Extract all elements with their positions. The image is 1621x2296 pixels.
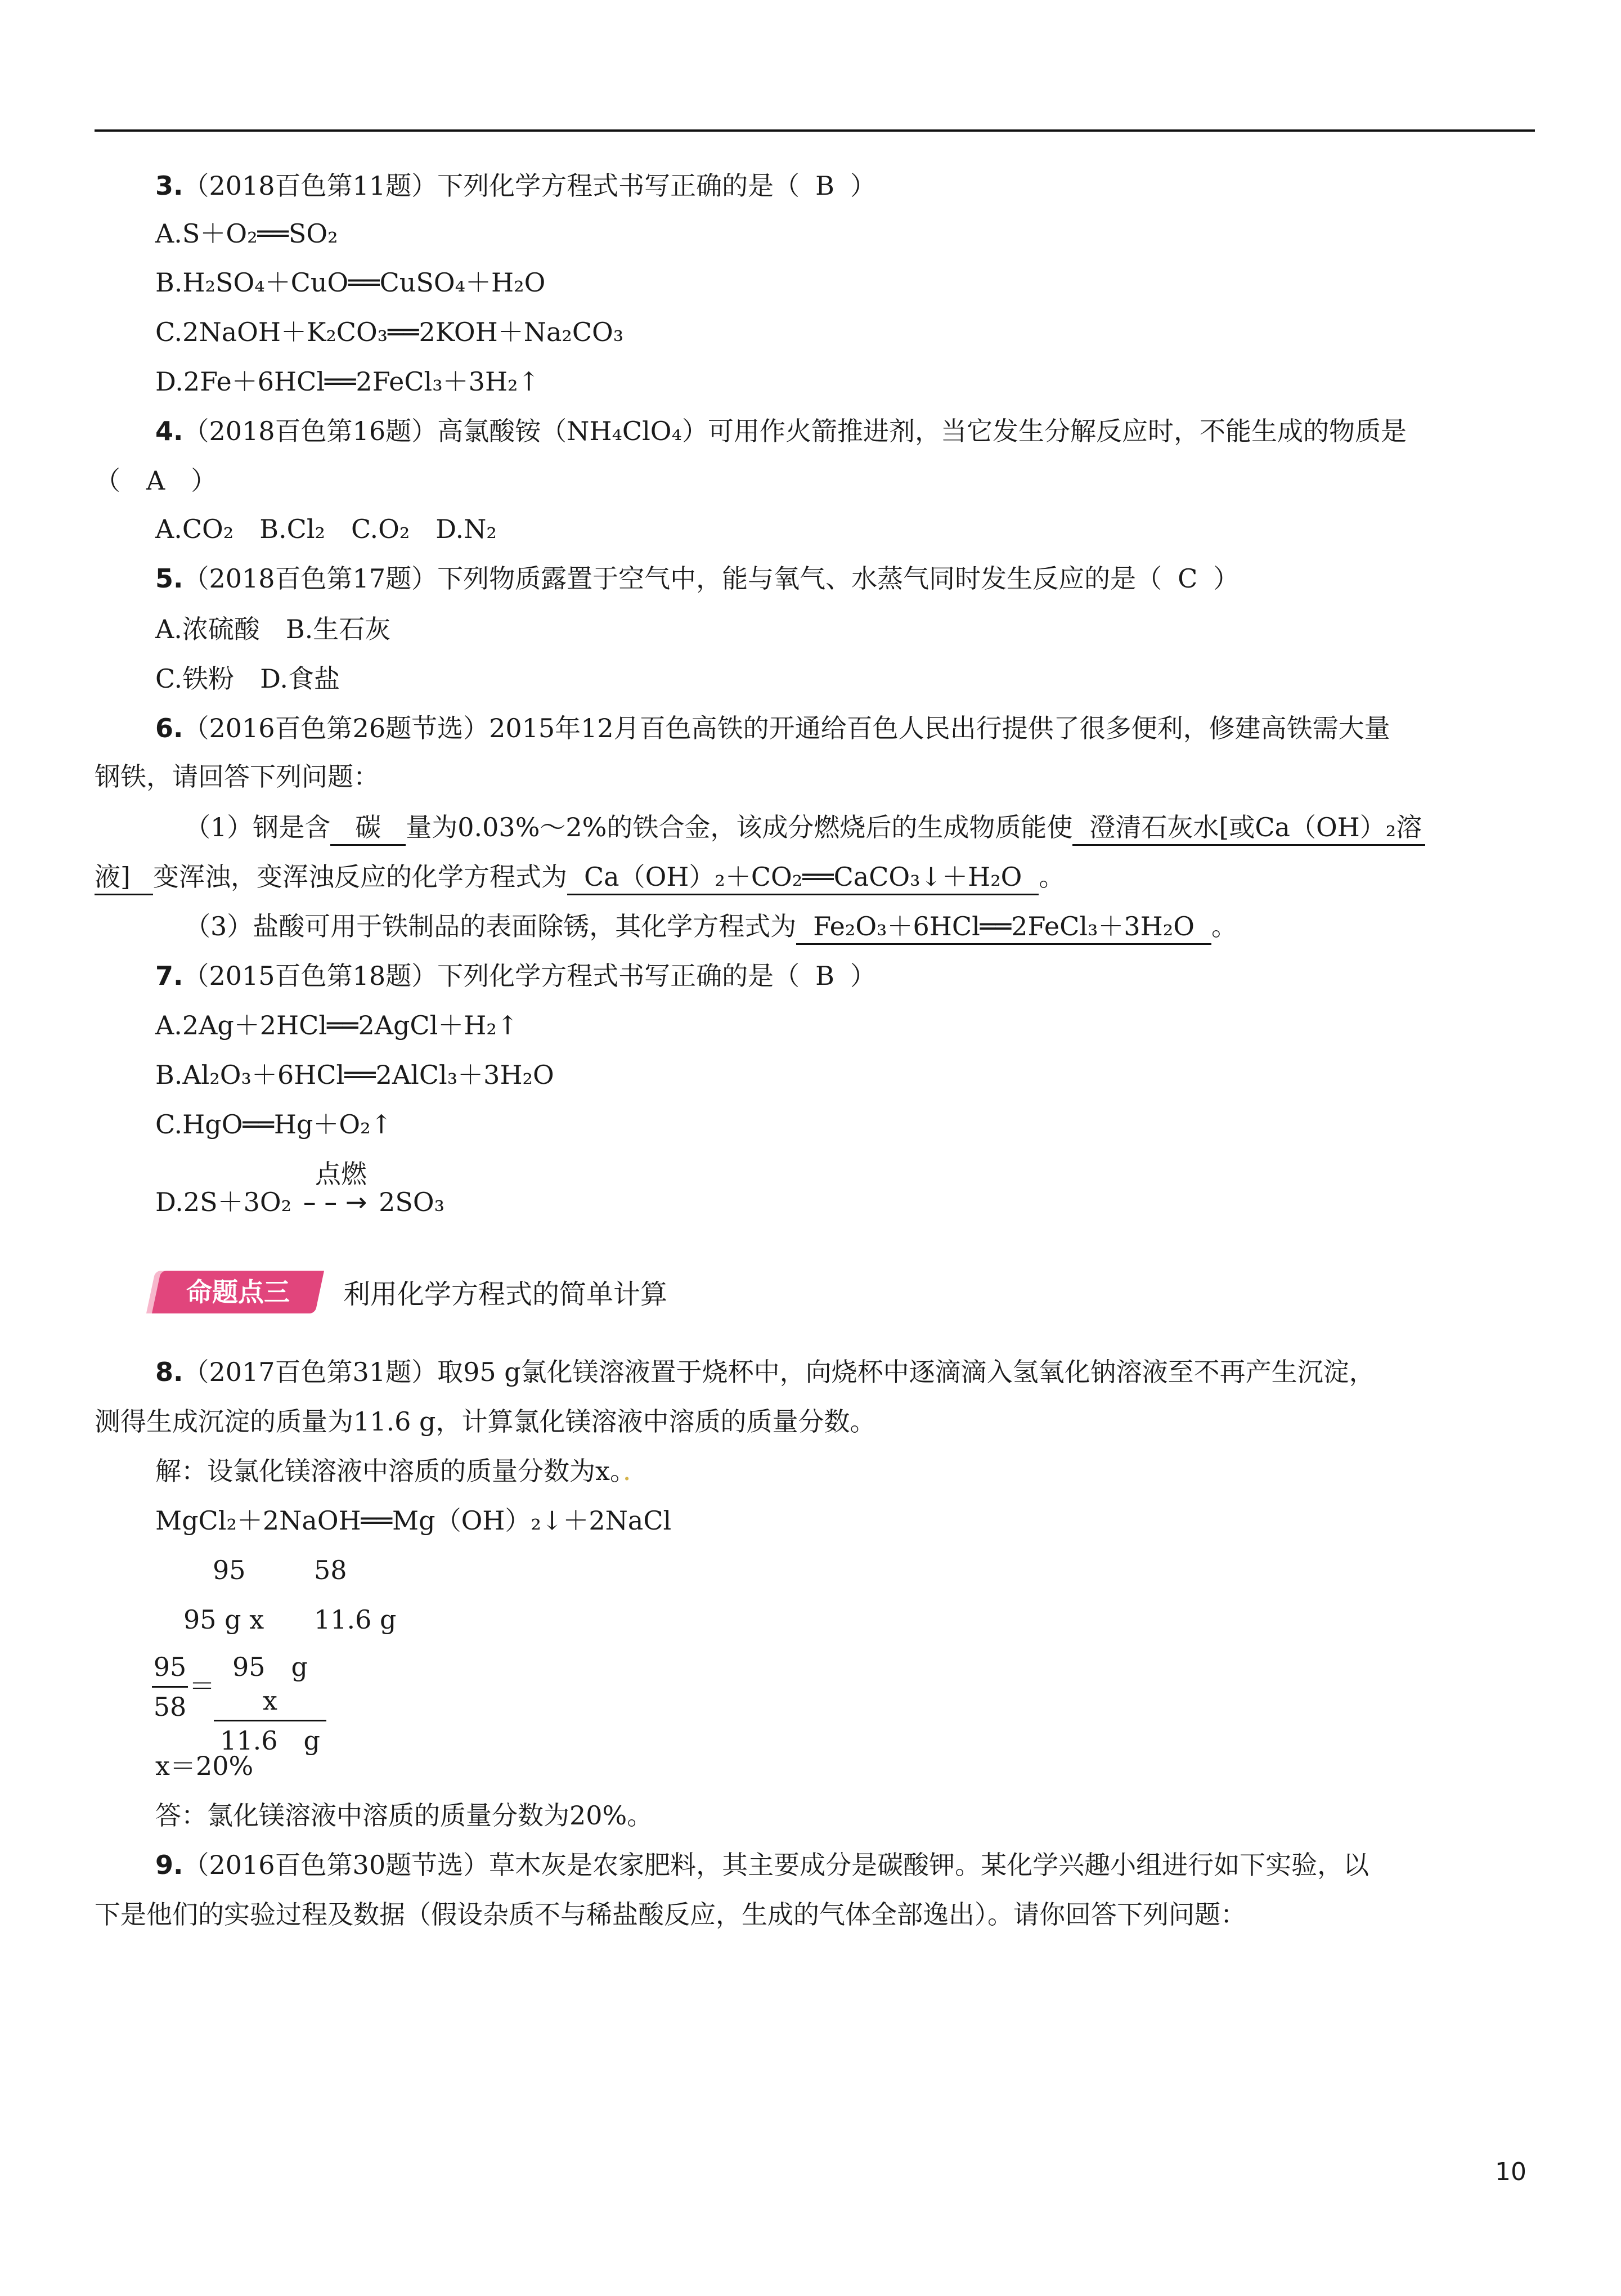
q9-stem-line: [155, 1848, 1369, 1882]
q6-part1-text-c: 变浑浊，变浑浊反应的化学方程式为: [152, 862, 567, 892]
q6-part1-line-2: [95, 860, 1065, 895]
q6-stem-line-2: 钢铁，请回答下列问题：: [95, 761, 379, 792]
q5-answer: C: [1178, 563, 1198, 594]
q6-part1-text-a: （1）钢是含: [185, 812, 331, 842]
q6-part3-end: 。: [1211, 911, 1237, 941]
q7-option-d-condition: 点燃: [315, 1159, 367, 1189]
q8-stem: （2017百色第31题）取95 g氯化镁溶液置于烧杯中，向烧杯中逐滴滴入氢氧化钠溶液至不再产生沉淀，: [183, 1357, 1375, 1387]
q8-fraction-left: 95 58: [152, 1650, 188, 1724]
q6-part1-line: [185, 810, 1425, 846]
q6-part1-text-b: 量为0.03%～2%的铁合金，该成分燃烧后的生成物质能使: [406, 812, 1073, 842]
q9-stem: （2016百色第30题节选）草木灰是农家肥料，其主要成分是碳酸钾。某化学兴趣小组进行如下实验，以: [183, 1850, 1369, 1880]
q8-number: 8.: [155, 1357, 183, 1387]
q7-stem: （2015百色第18题）下列化学方程式书写正确的是（: [183, 961, 800, 991]
q8-stem-line: [155, 1355, 1375, 1389]
q8-answer: 答：氯化镁溶液中溶质的质量分数为20%。: [155, 1800, 653, 1831]
q3-option-c: C.2NaOH＋K₂CO₃══2KOH＋Na₂CO₃: [155, 317, 624, 347]
q6-blank-limewater-cont: 液]: [95, 860, 153, 895]
q3-option-d: D.2Fe＋6HCl══2FeCl₃＋3H₂↑: [155, 366, 540, 397]
q6-stem: （2016百色第26题节选）2015年12月百色高铁的开通给百色人民出行提供了很多便利，修建高铁需大量: [183, 713, 1390, 743]
q3-answer: B: [815, 171, 834, 201]
q8-ratio-top-b: 58: [314, 1555, 347, 1585]
q3-number: 3.: [155, 171, 183, 201]
q3-option-a: A.S＋O₂══SO₂: [155, 218, 338, 249]
page-number: 10: [1495, 2158, 1526, 2186]
q3-option-b: B.H₂SO₄＋CuO══CuSO₄＋H₂O: [155, 267, 546, 298]
q3-stem: （2018百色第11题）下列化学方程式书写正确的是（: [183, 171, 800, 201]
q8-equals: ＝: [189, 1671, 215, 1701]
q7-option-d-arrow: – – →: [303, 1187, 367, 1217]
q7-option-a: A.2Ag＋2HCl══2AgCl＋H₂↑: [155, 1010, 519, 1041]
q9-stem-line-2: 下是他们的实验过程及数据（假设杂质不与稀盐酸反应，生成的气体全部逸出）。请你回答下列问题：: [95, 1899, 1246, 1930]
q5-close: ）: [1213, 563, 1240, 594]
q5-stem-line: [155, 562, 1239, 595]
q8-ratio-bottom-b: 11.6 g: [314, 1604, 397, 1635]
q6-blank-limewater: 澄清石灰水[或Ca（OH）₂溶: [1072, 810, 1425, 846]
q8-fraction-right: 95 g x 11.6 g: [214, 1650, 326, 1757]
q9-number: 9.: [155, 1850, 183, 1880]
q6-part1-end: 。: [1039, 862, 1065, 892]
q6-number: 6.: [155, 713, 183, 743]
q6-stem-line: [155, 711, 1390, 745]
q6-blank-equation: Ca（OH）₂＋CO₂══CaCO₃↓＋H₂O: [567, 860, 1039, 895]
q5-options-ab: A.浓硫酸 B.生石灰: [155, 614, 391, 644]
q8-ratio-bottom-a: 95 g x: [183, 1604, 264, 1635]
q7-option-d: [155, 1185, 444, 1219]
q7-close: ）: [850, 961, 876, 991]
q3-stem-line: [155, 169, 876, 203]
q4-options: A.CO₂ B.Cl₂ C.O₂ D.N₂: [155, 514, 497, 544]
q6-blank-rust-equation: Fe₂O₃＋6HCl══2FeCl₃＋3H₂O: [796, 909, 1211, 945]
q6-part3-line: [185, 909, 1237, 945]
q8-solution-intro: 解：设氯化镁溶液中溶质的质量分数为x。．: [155, 1456, 649, 1486]
q7-option-d-right: 2SO₃: [379, 1187, 445, 1217]
q7-number: 7.: [155, 961, 183, 991]
q4-answer: （ A ）: [95, 465, 217, 496]
q7-option-d-left: D.2S＋3O₂: [155, 1187, 292, 1217]
section-title: 利用化学方程式的简单计算: [343, 1279, 668, 1310]
section-badge: 命题点三: [152, 1271, 324, 1313]
q7-stem-line: [155, 959, 876, 993]
q5-options-cd: C.铁粉 D.食盐: [155, 663, 340, 694]
header-rule: [95, 129, 1535, 132]
q8-ratio-top-a: 95: [213, 1555, 246, 1585]
q8-result: x＝20%: [155, 1751, 254, 1781]
q4-number: 4.: [155, 416, 183, 446]
q5-stem: （2018百色第17题）下列物质露置于空气中，能与氧气、水蒸气同时发生反应的是（: [183, 563, 1162, 594]
q7-answer: B: [815, 961, 834, 991]
q4-stem-line: [155, 414, 1407, 448]
q7-option-c: C.HgO══Hg＋O₂↑: [155, 1109, 393, 1140]
q7-option-b: B.Al₂O₃＋6HCl══2AlCl₃＋3H₂O: [155, 1060, 554, 1090]
q8-stem-line-2: 测得生成沉淀的质量为11.6 g，计算氯化镁溶液中溶质的质量分数。: [95, 1406, 876, 1437]
q6-blank-carbon: 碳: [330, 810, 406, 846]
q6-part3-text: （3）盐酸可用于铁制品的表面除锈，其化学方程式为: [185, 911, 797, 941]
q5-number: 5.: [155, 563, 183, 594]
q3-close: ）: [850, 171, 876, 201]
q8-equation: MgCl₂＋2NaOH══Mg（OH）₂↓＋2NaCl: [155, 1505, 672, 1536]
q4-stem: （2018百色第16题）高氯酸铵（NH₄ClO₄）可用作火箭推进剂，当它发生分解反应时，不能生成的物质是: [183, 416, 1407, 446]
